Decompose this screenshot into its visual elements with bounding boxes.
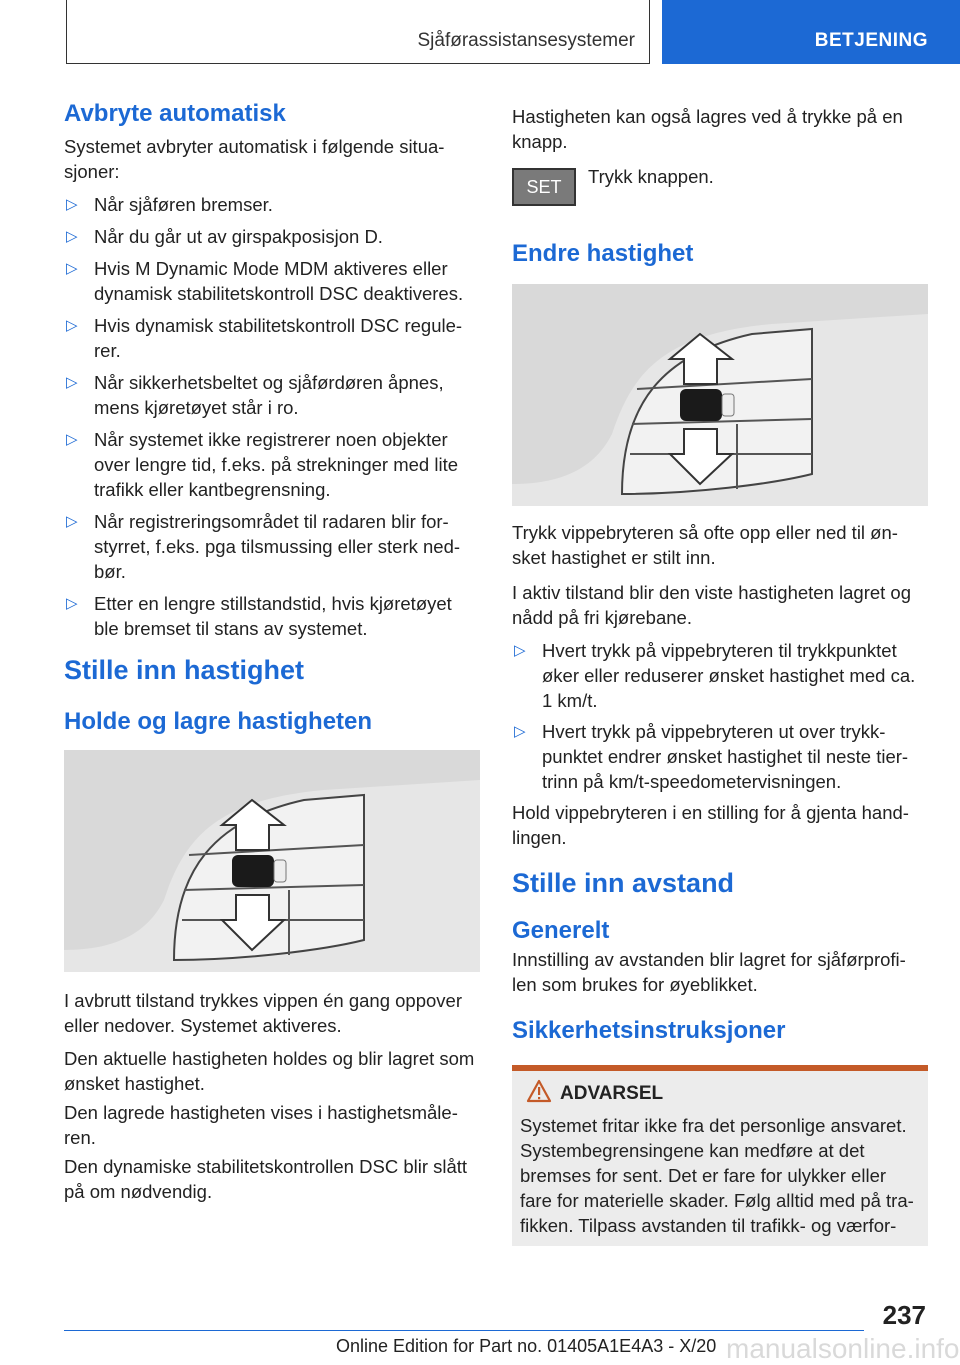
general-paragraph: Innstilling av avstanden blir lagret for sjåførprofi-len som brukes for øyeblikket. [512, 949, 906, 995]
warning-triangle-icon [526, 1079, 552, 1103]
triangle-bullet-icon: ▷ [66, 228, 78, 245]
triangle-bullet-icon: ▷ [514, 723, 526, 740]
set-speed-heading: Stille inn hastighet [64, 655, 305, 685]
change-speed-heading: Endre hastighet [512, 240, 694, 267]
triangle-bullet-icon: ▷ [66, 317, 78, 334]
change-paragraph-2: I aktiv tilstand blir den viste hastigheten lagret og nådd på fri kjørebane. [512, 582, 912, 628]
change-list [512, 638, 928, 794]
auto-cancel-list [64, 192, 480, 641]
warning-text: Systemet fritar ikke fra det personlige ansvaret. Systembegrensingene kan medføre at det bremses for sent. Det er fare for ulykker eller fare for materielle skader. Følg alltid med på tra-fikken. Tilpass avstanden til trafikk- og værfor- [520, 1115, 914, 1236]
list-item: ▷ Når systemet ikke registrerer noen objekter over lengre tid, f.eks. på strekninger med lite trafikk eller kantbegrensning. [66, 429, 459, 500]
list-item: ▷ Hvis dynamisk stabilitetskontroll DSC regule-rer. [66, 315, 463, 361]
rocker-switch-illustration [64, 750, 480, 972]
hold-paragraph-4: Den dynamiske stabilitetskontrollen DSC blir slått på om nødvendig. [64, 1156, 468, 1202]
triangle-bullet-icon: ▷ [66, 431, 78, 448]
section-title: Sjåførassistansesystemer [417, 30, 635, 51]
set-distance-heading: Stille inn avstand [512, 868, 735, 898]
hold-paragraph-2: Den aktuelle hastigheten holdes og blir lagret som ønsket hastighet. [64, 1048, 475, 1094]
triangle-bullet-icon: ▷ [66, 513, 78, 530]
list-item: ▷ Hvert trykk på vippebryteren til trykkpunktet øker eller reduserer ønsket hastighet med ca. 1 km/t. [514, 640, 916, 711]
safety-heading: Sikkerhetsinstruksjoner [512, 1017, 786, 1044]
hold-paragraph-3: Den lagrede hastigheten vises i hastighetsmåle-ren. [64, 1102, 458, 1148]
auto-cancel-heading: Avbryte automatisk [64, 100, 286, 127]
list-item: ▷ Hvert trykk på vippebryteren ut over trykk-punktet endrer ønsket hastighet til neste tier-trinn på km/t-speedometervisningen. [514, 721, 909, 792]
set-button-row [512, 168, 928, 212]
change-paragraph-1: Trykk vippebryteren så ofte opp eller ned til øn-sket hastighet er stilt inn. [512, 522, 898, 568]
auto-cancel-intro: Systemet avbryter automatisk i følgende situa-sjoner: [64, 136, 445, 182]
triangle-bullet-icon: ▷ [66, 260, 78, 277]
list-item: ▷ Når sjåføren bremser. [66, 194, 273, 215]
list-item: ▷ Etter en lengre stillstandstid, hvis kjøretøyet ble bremset til stans av systemet. [66, 593, 452, 639]
change-paragraph-3: Hold vippebryteren i en stilling for å gjenta hand-lingen. [512, 802, 909, 848]
triangle-bullet-icon: ▷ [66, 595, 78, 612]
triangle-bullet-icon: ▷ [66, 196, 78, 213]
steering-wheel-image [512, 284, 928, 506]
page-number: 237 [882, 1300, 926, 1330]
warning-box [512, 1065, 928, 1246]
list-item: ▷ Når du går ut av girspakposisjon D. [66, 226, 383, 247]
warning-heading [560, 1083, 920, 1105]
right-column [512, 100, 928, 1246]
watermark-logo: manualsonline.info [726, 1333, 960, 1364]
general-heading: Generelt [512, 917, 610, 944]
list-item: ▷ Hvis M Dynamic Mode MDM aktiveres eller dynamisk stabilitetskontroll DSC deaktiveres. [66, 258, 464, 304]
left-column [64, 100, 480, 1204]
edition-text: Online Edition for Part no. 01405A1E4A3 - X/20 [336, 1336, 717, 1356]
hold-paragraph-1: I avbrutt tilstand trykkes vippen én gang oppover eller nedover. Systemet aktiveres. [64, 990, 462, 1036]
triangle-bullet-icon: ▷ [66, 374, 78, 391]
rocker-switch-illustration [512, 284, 928, 506]
warning-label: ADVARSEL [560, 1083, 664, 1104]
triangle-bullet-icon: ▷ [514, 642, 526, 659]
steering-wheel-image [64, 750, 480, 972]
chapter-title: BETJENING [814, 30, 928, 51]
press-button-text: Trykk knappen. [588, 166, 714, 187]
list-item: ▷ Når sikkerhetsbeltet og sjåførdøren åpnes, mens kjøretøyet står i ro. [66, 372, 444, 418]
chapter-tab [662, 0, 960, 64]
list-item: ▷ Når registreringsområdet til radaren blir for-styrret, f.eks. pga tilsmussing eller sterk ned-bør. [66, 511, 461, 582]
footer-divider [64, 1330, 864, 1331]
page-header [66, 0, 650, 64]
hold-speed-heading: Holde og lagre hastigheten [64, 708, 373, 735]
store-speed-paragraph: Hastigheten kan også lagres ved å trykke på en knapp. [512, 106, 903, 152]
set-button-icon: SET [512, 168, 576, 206]
